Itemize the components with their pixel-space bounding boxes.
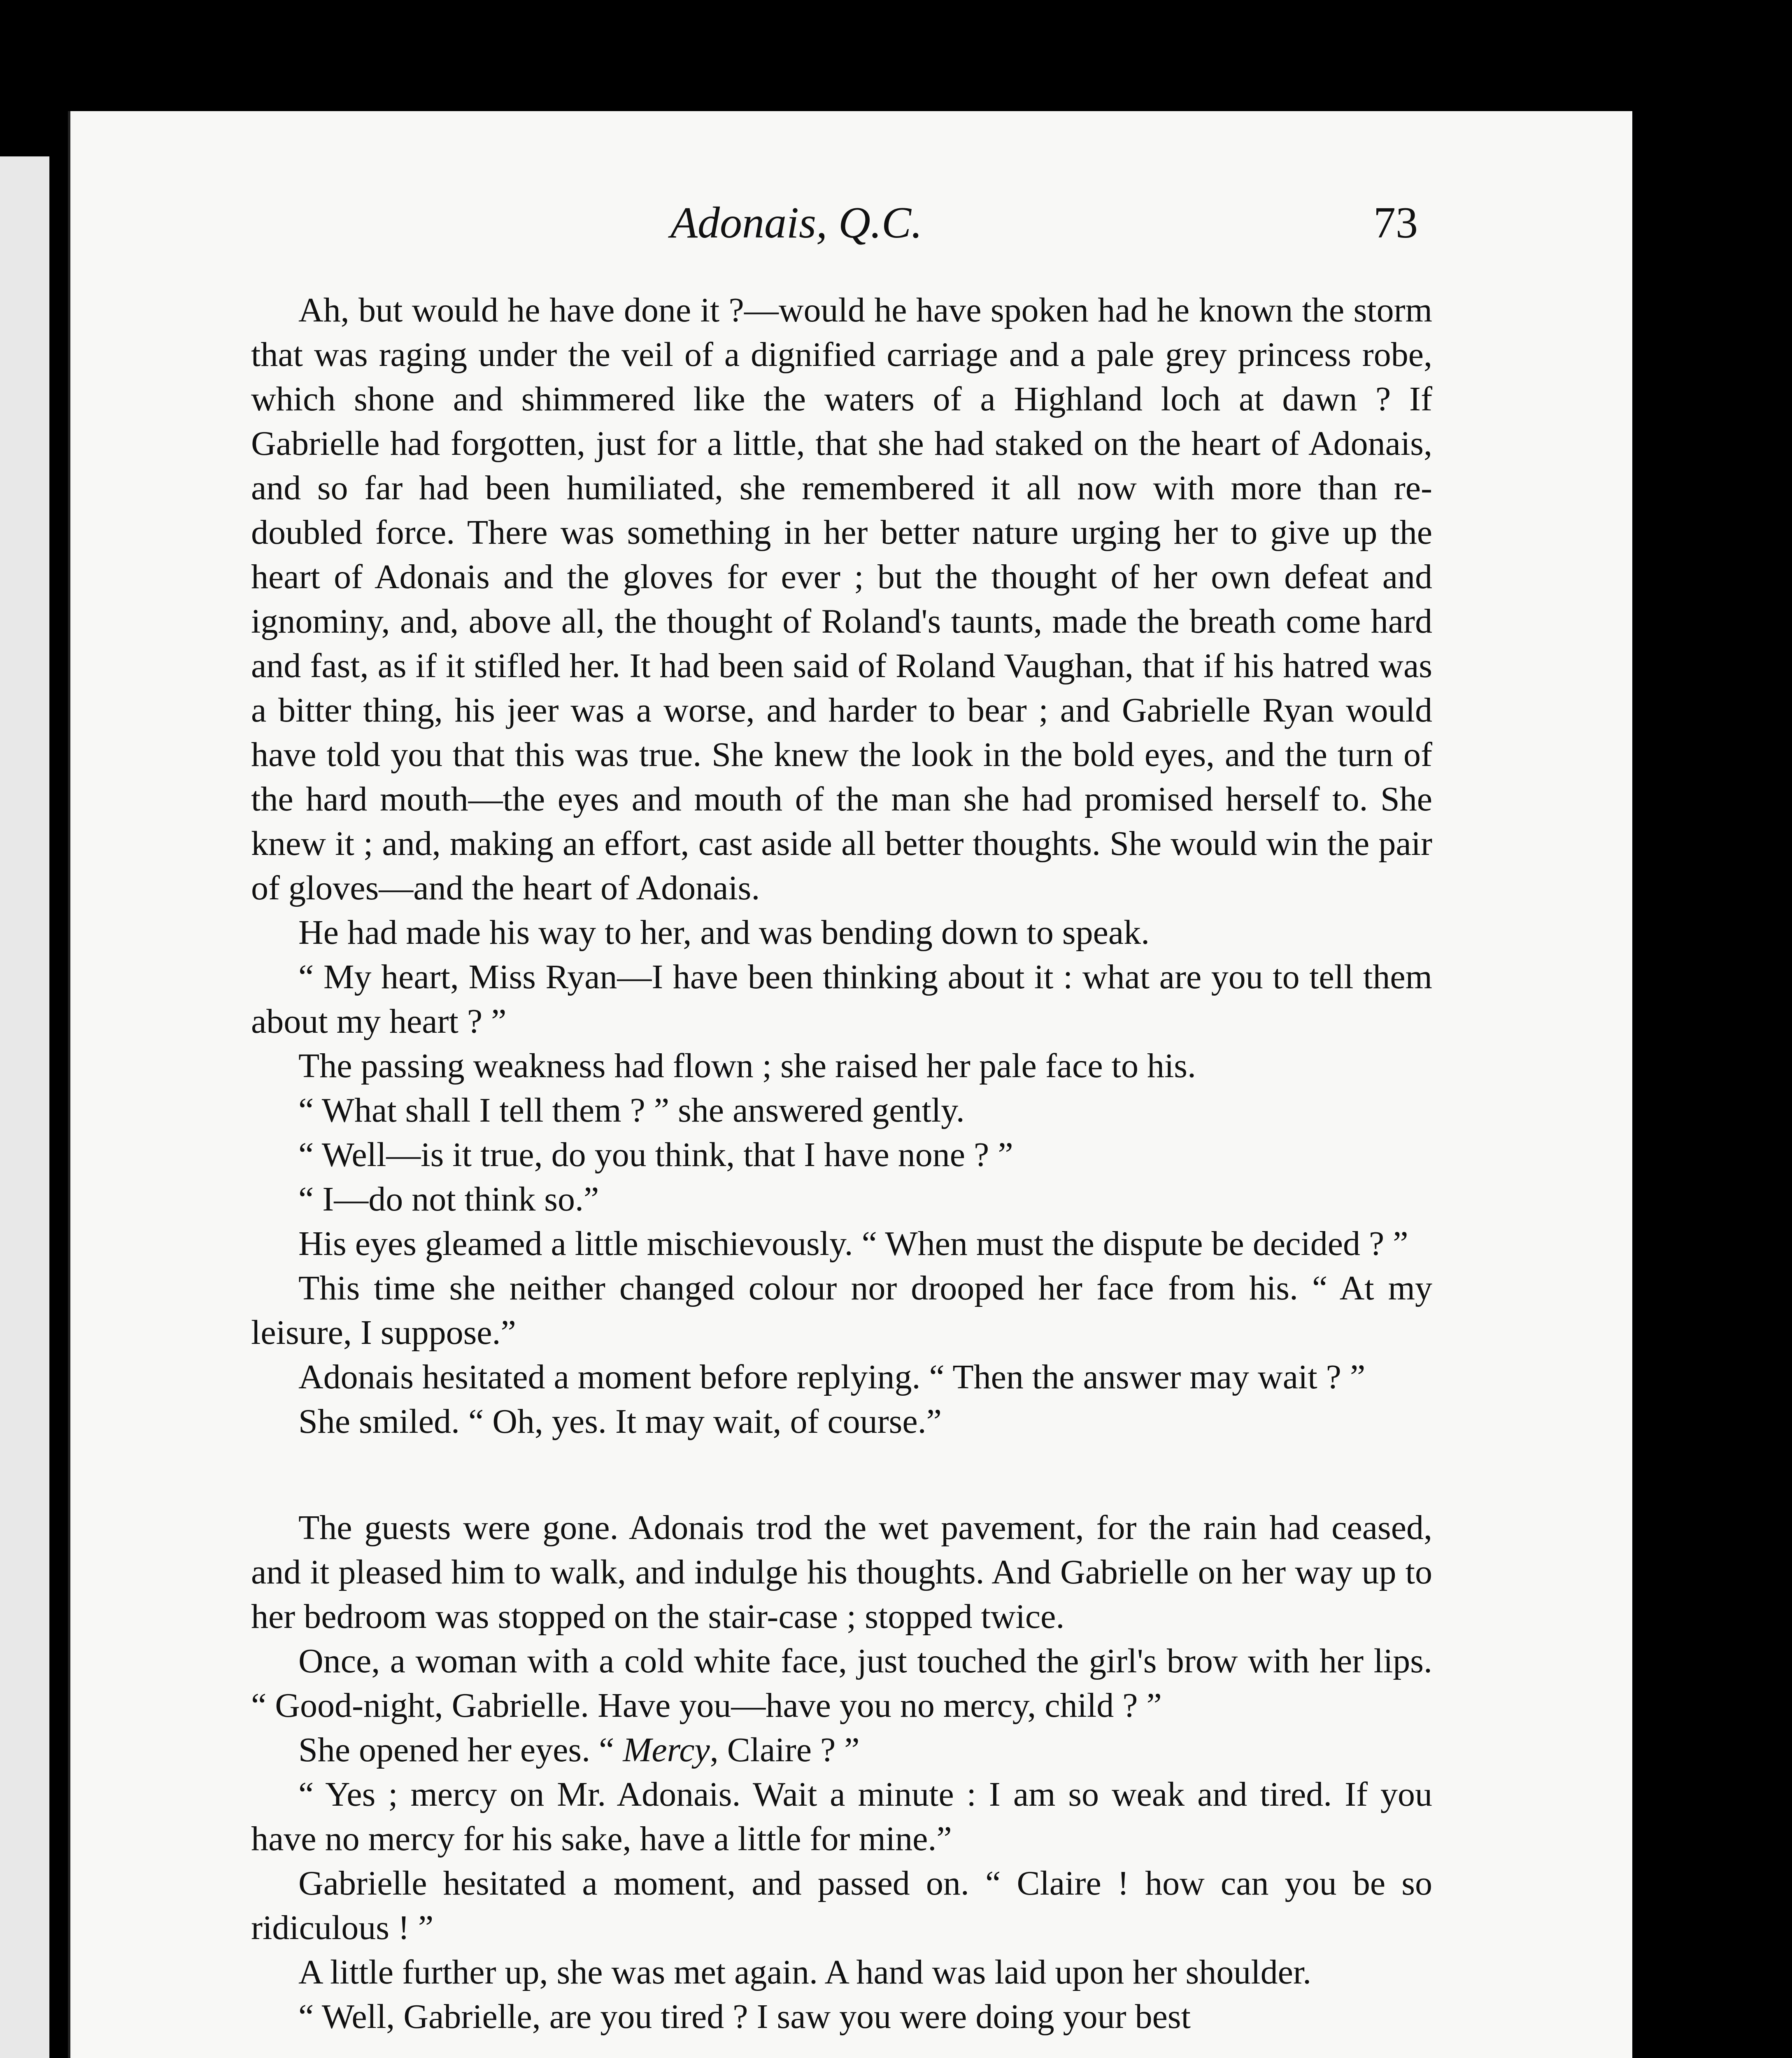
facing-page-edge xyxy=(0,156,49,2058)
paragraph: The passing weakness had flown ; she raised her pale face to his. xyxy=(298,1047,1196,1085)
paragraph: A little further up, she was met again. A hand was laid upon her shoulder. xyxy=(298,1953,1312,1991)
emphasis-mercy: Mercy xyxy=(623,1731,710,1769)
paragraph-dialogue: “ What shall I tell them ? ” she answered gently. xyxy=(298,1091,965,1129)
paragraph-opening: Ah, but would he have done it ?—would he have spoken had he known the storm that was raging under the veil of a dignified carriage and a pale grey princess robe, which shone and shimmered like the waters of a Highland loch at dawn ? If Gabrielle had forgotten, just for a little, that she had staked on the heart of Adonais, and so far had been humiliated, she remembered it all now with more than re-doubled force. There was something in her better nature urging her to give up the heart of Adonais and the gloves for ever ; but the thought of her own defeat and ignominy, and, above all, the thought of Roland's taunts, made the breath come hard and fast, as if it stifled her. It had been said of Roland Vaughan, that if his hatred was a bitter thing, his jeer was a worse, and harder to bear ; and Gabrielle Ryan would have told you that this was true. She knew the look in the bold eyes, and the turn of the hard mouth—the eyes and mouth of the man she had promised herself to. She knew it ; and, making an effort, cast aside all better thoughts. She would win the pair of gloves—and the heart of Adonais. xyxy=(251,291,1432,907)
body-text xyxy=(251,288,1432,2039)
text-run: , Claire ? ” xyxy=(710,1731,860,1769)
paragraph-continues: “ Well, Gabrielle, are you tired ? I saw you were doing your best xyxy=(298,1997,1191,2036)
paragraph-dialogue: “ I—do not think so.” xyxy=(298,1180,599,1218)
running-title: Adonais, Q.C. xyxy=(670,198,923,247)
text-run: She opened her eyes. “ xyxy=(298,1731,623,1769)
paragraph: This time she neither changed colour nor drooped her face from his. “ At my leisure, I suppose.” xyxy=(251,1269,1432,1352)
paragraph: She smiled. “ Oh, yes. It may wait, of course.” xyxy=(298,1402,942,1441)
page-number: 73 xyxy=(1373,198,1418,247)
paragraph-section-start: The guests were gone. Adonais trod the wet pavement, for the rain had ceased, and it pleased him to walk, and indulge his thoughts. And Gabrielle on her way up to her bedroom was stopped on the stair-case ; stopped twice. xyxy=(251,1509,1432,1636)
paragraph: Adonais hesitated a moment before replying. “ Then the answer may wait ? ” xyxy=(298,1358,1366,1396)
paragraph: His eyes gleamed a little mischievously. “ When must the dispute be decided ? ” xyxy=(298,1225,1408,1263)
paragraph-with-emphasis xyxy=(251,1728,1432,1772)
paragraph-dialogue: “ My heart, Miss Ryan—I have been thinking about it : what are you to tell them about my heart ? ” xyxy=(251,958,1432,1041)
paragraph: Gabrielle hesitated a moment, and passed on. “ Claire ! how can you be so ridiculous ! ” xyxy=(251,1864,1432,1947)
page-header xyxy=(175,198,1418,255)
paragraph-dialogue: “ Well—is it true, do you think, that I have none ? ” xyxy=(298,1136,1013,1174)
paragraph-dialogue: “ Yes ; mercy on Mr. Adonais. Wait a minute : I am so weak and tired. If you have no mercy for his sake, have a little for mine.” xyxy=(251,1775,1432,1858)
paragraph: Once, a woman with a cold white face, just touched the girl's brow with her lips. “ Good-night, Gabrielle. Have you—have you no mercy, child ? ” xyxy=(251,1642,1432,1725)
paragraph: He had made his way to her, and was bending down to speak. xyxy=(298,913,1150,952)
